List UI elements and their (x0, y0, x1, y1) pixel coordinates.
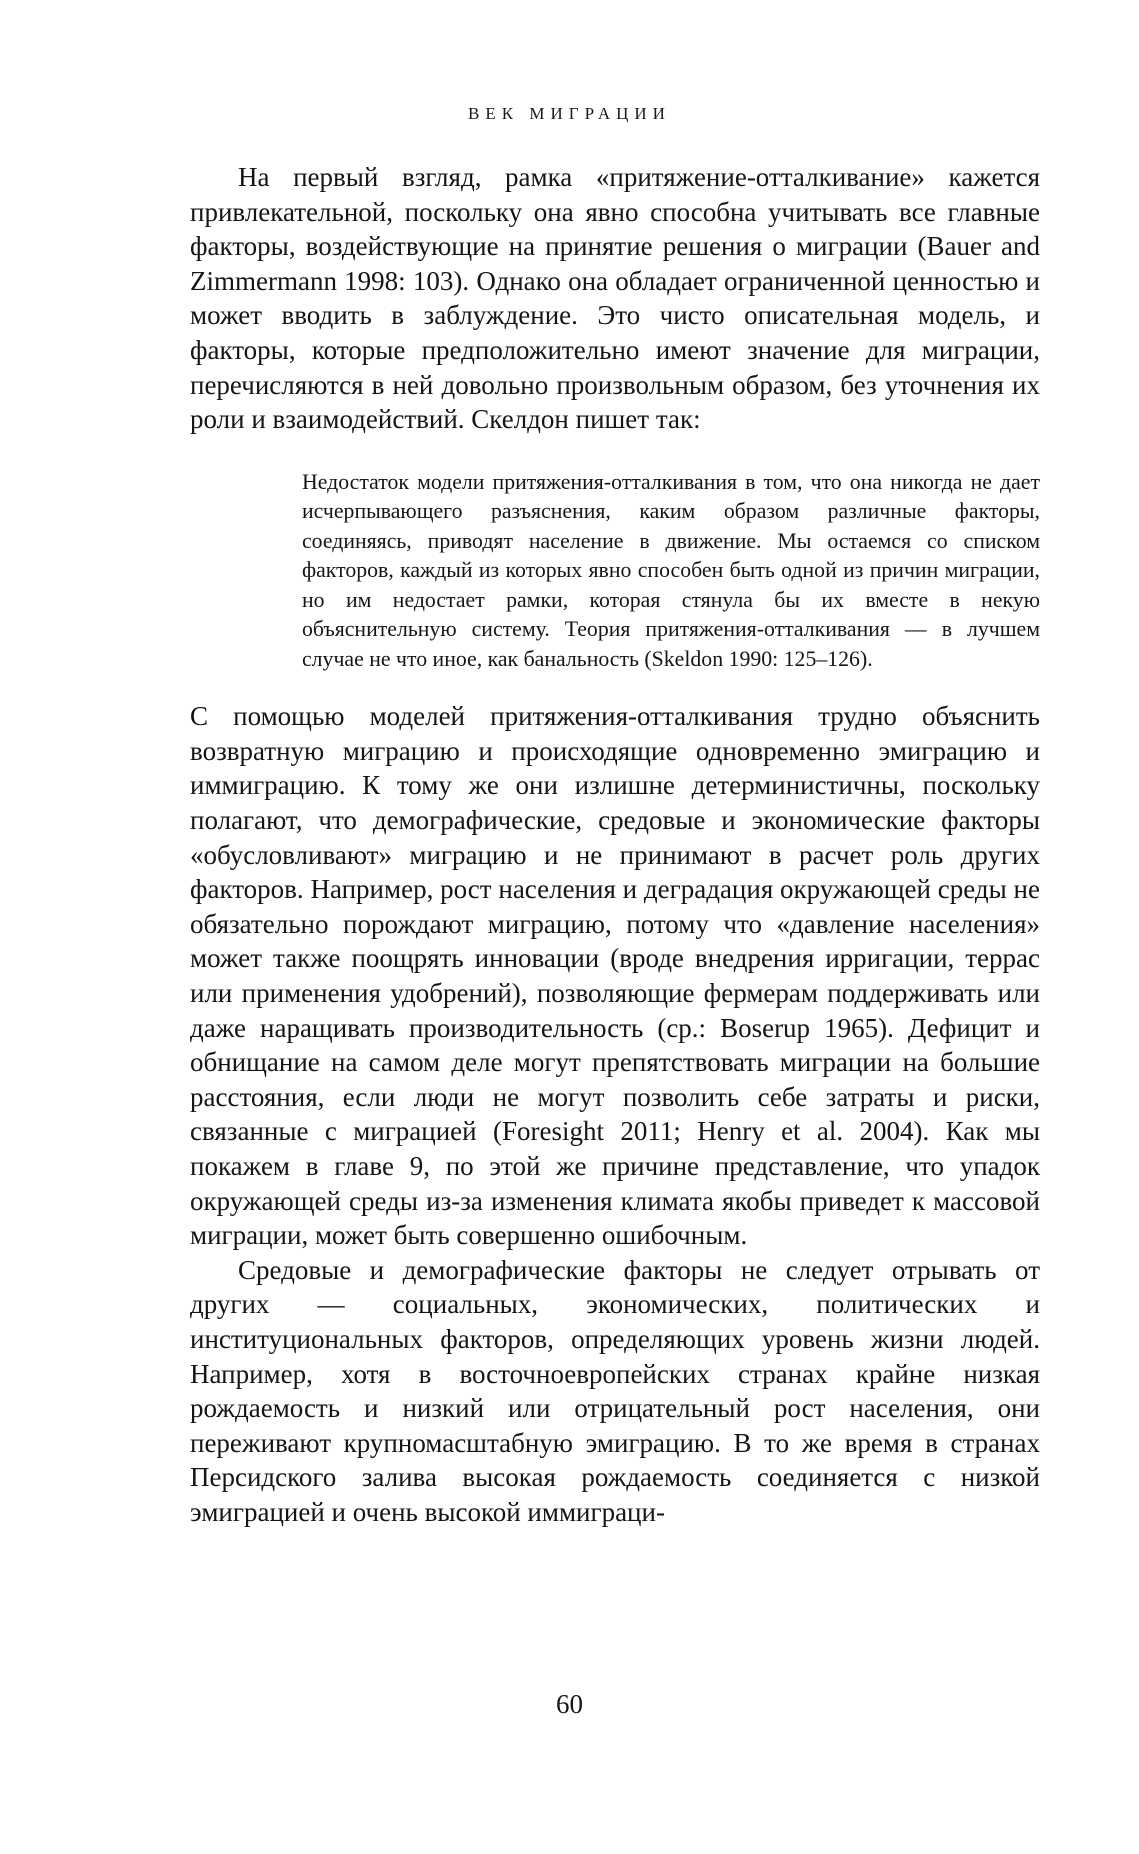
running-title: ВЕК МИГРАЦИИ (468, 104, 671, 123)
paragraph-2: С помощью моделей притяжения-отталкивания трудно объяснить возвратную миграцию и происходящие одновременно эмиграцию и иммиграцию. К тому же они излишне детерминистичны, поскольку полагают, что демографические, средовые и экономические факторы «обусловливают» миграцию и не принимают в расчет роль других факторов. Например, рост населения и деградация окружающей среды не обязательно порождают миграцию, потому что «давление населения» может также поощрять инновации (вроде внедрения ирригации, террас или применения удобрений), позволяющие фермерам поддерживать или даже наращивать производительность (ср.: Boserup 1965). Дефицит и обнищание на самом деле могут препятствовать миграции на большие расстояния, если люди не могут позволить себе затраты и риски, связанные с миграцией (Foresight 2011; Henry et al. 2004). Как мы покажем в главе 9, по этой же причине представление, что упадок окружающей среды из-за изменения климата якобы приведет к массовой миграции, может быть совершенно ошибочным. (190, 701, 1040, 1251)
main-text (190, 160, 1040, 1530)
paragraph-1: На первый взгляд, рамка «притяжение-отталкивание» кажется привлекательной, поскольку она явно способна учитывать все главные факторы, воздействующие на принятие решения о миграции (Bauer and Zimmermann 1998: 103). Однако она обладает ограниченной ценностью и может вводить в заблуждение. Это чисто описательная модель, и факторы, которые предположительно имеют значение для миграции, перечисляются в ней довольно произвольным образом, без уточнения их роли и взаимодействий. Скелдон пишет так: (190, 162, 1040, 435)
paragraph-3: Средовые и демографические факторы не следует отрывать от других — социальных, экономических, политических и институциональных факторов, определяющих уровень жизни людей. Например, хотя в восточноевропейских странах крайне низкая рождаемость и низкий или отрицательный рост населения, они переживают крупномасштабную эмиграцию. В то же время в странах Персидского залива высокая рождаемость соединяется с низкой эмиграцией и очень высокой иммиграци- (190, 1254, 1040, 1527)
block-quote: Недостаток модели притяжения-отталкивания в том, что она никогда не дает исчерпывающего разъяснения, каким образом различные факторы, соединяясь, приводят население в движение. Мы остаемся со списком факторов, каждый из которых явно способен быть одной из причин миграции, но им недостает рамки, которая стянула бы их вместе в некую объяснительную систему. Теория притяжения-отталкивания — в лучшем случае не что иное, как банальность (Skeldon 1990: 125–126). (302, 469, 1040, 671)
page-number: 60 (556, 1689, 583, 1719)
